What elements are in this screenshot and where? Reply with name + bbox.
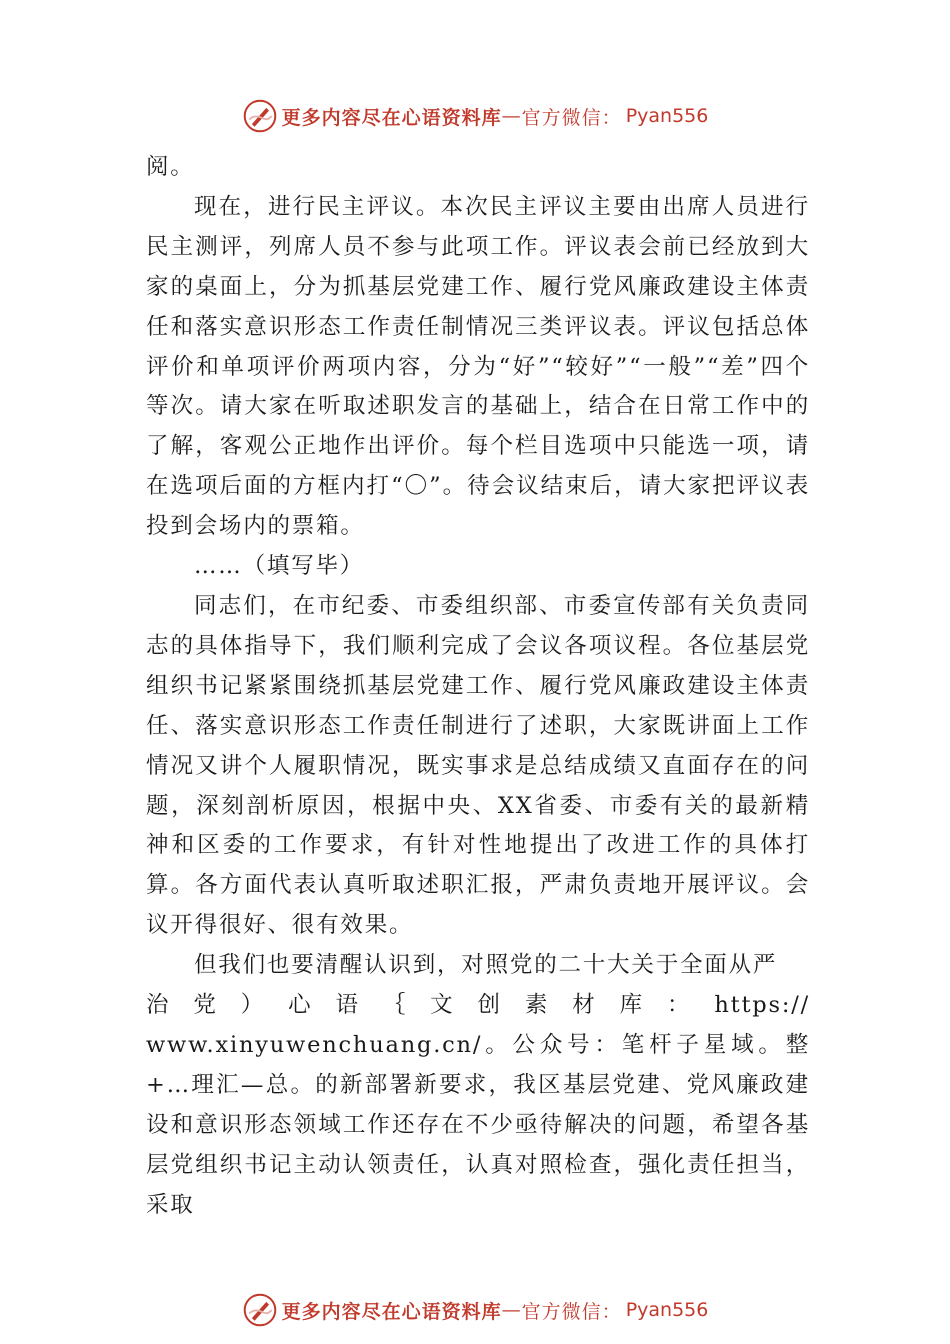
- banner-wechat-id: Pyan556: [625, 1299, 709, 1321]
- paragraph-5-rest: www.xinyuwenchuang.cn/。公众号：笔杆子星域。整+…理汇—总。的新部署新要求，我区基层党建、党风廉政建设和意识形态领域工作还存在不少亟待解决的问题，希望各基层党组织书记主动认领责任，认真对照检查，强化责任担当，采取: [146, 1031, 810, 1218]
- paragraph-5-line-1: 治党）心语｛文创素材库：https://: [146, 992, 810, 1019]
- banner-main-text: 更多内容尽在心语资料库: [281, 106, 502, 129]
- pen-logo-icon: [242, 98, 278, 134]
- header-watermark-banner: [0, 96, 950, 136]
- pen-logo-icon: [242, 1292, 278, 1328]
- document-body: [146, 148, 810, 1225]
- banner-official-label: 官方微信：: [521, 106, 622, 129]
- banner-dash: —: [501, 105, 522, 127]
- footer-watermark-banner: [0, 1290, 950, 1330]
- paragraph-3: 同志们，在市纪委、市委组织部、市委宣传部有关负责同志的具体指导下，我们顺利完成了会议各项议程。各位基层党组织书记紧紧围绕抓基层党建工作、履行党风廉政建设主体责任、落实意识形态工作责任制进行了述职，大家既讲面上工作情况又讲个人履职情况，既实事求是总结成绩又直面存在的问题，深刻剖析原因，根据中央、XX省委、市委有关的最新精神和区委的工作要求，有针对性地提出了改进工作的具体打算。各方面代表认真听取述职汇报，严肃负责地开展评议。会议开得很好、很有效果。: [146, 592, 810, 939]
- banner-official-label: 官方微信：: [521, 1300, 622, 1323]
- banner-wechat-id: Pyan556: [625, 105, 709, 127]
- paragraph-0: 阅。: [146, 154, 195, 180]
- paragraph-4: 但我们也要清醒认识到，对照党的二十大关于全面从严: [194, 952, 778, 979]
- paragraph-1: 现在，进行民主评议。本次民主评议主要由出席人员进行民主测评，列席人员不参与此项工作。评议表会前已经放到大家的桌面上，分为抓基层党建工作、履行党风廉政建设主体责任和落实意识形态工作责任制情况三类评议表。评议包括总体评价和单项评价两项内容，分为“好”“较好”“一般”“差”四个等次。请大家在听取述职发言的基础上，结合在日常工作中的了解，客观公正地作出评价。每个栏目选项中只能选一项，请在选项后面的方框内打“〇”。待会议结束后，请大家把评议表投到会场内的票箱。: [146, 193, 810, 540]
- paragraph-2: ……（填写毕）: [194, 553, 365, 580]
- banner-main-text: 更多内容尽在心语资料库: [281, 1300, 502, 1323]
- banner-dash: —: [501, 1299, 522, 1321]
